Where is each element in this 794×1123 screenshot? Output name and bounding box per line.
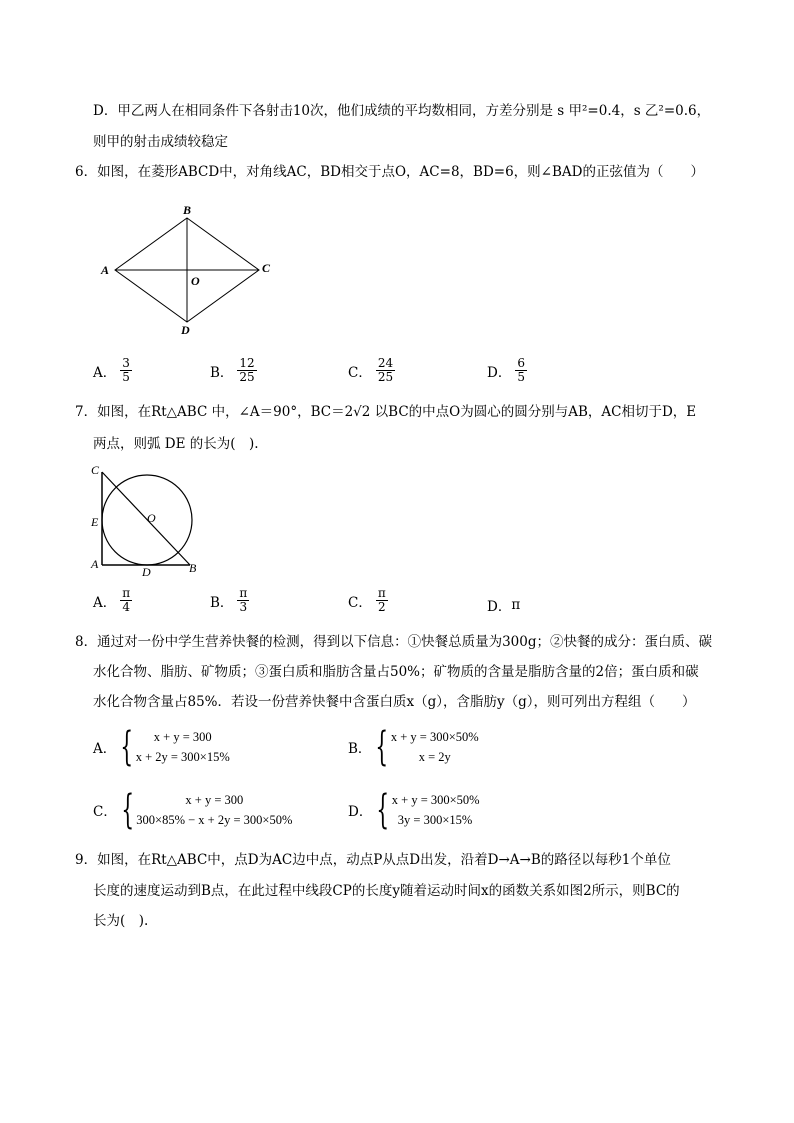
option-key: C． <box>348 594 372 611</box>
denominator: 3 <box>239 600 248 614</box>
option-value: π <box>511 597 521 613</box>
denominator: 5 <box>122 370 130 384</box>
numerator: 12 <box>239 356 255 370</box>
q7-option-a[interactable] <box>93 587 132 614</box>
label-a: A <box>101 263 110 277</box>
option-key: D． <box>487 364 512 381</box>
q6-option-d[interactable] <box>487 357 527 384</box>
q6-option-c[interactable] <box>348 357 395 384</box>
label-a: A <box>91 557 99 571</box>
equation-1: x + y = 300 <box>185 793 244 807</box>
equation-2: 3y = 300×15% <box>397 813 473 827</box>
option-key: A． <box>93 741 117 757</box>
label-e: E <box>91 515 99 529</box>
q8-option-c[interactable] <box>93 787 293 833</box>
equation-1: x + y = 300×50% <box>391 793 480 807</box>
equation-2: x = 2y <box>418 750 451 764</box>
q6-option-b[interactable] <box>210 357 257 384</box>
brace-icon: { <box>120 724 134 770</box>
numerator: π <box>122 586 131 600</box>
option-key: C． <box>93 804 117 820</box>
q6-stem: 6．如图，在菱形ABCD中，对角线AC，BD相交于点O，AC=8，BD=6，则∠BAD的正弦值为（ ） <box>75 164 704 180</box>
numerator: π <box>377 586 386 600</box>
denominator: 4 <box>122 600 131 614</box>
q9-stem-line2: 长度的速度运动到B点，在此过程中线段CP的长度y随着运动时间x的函数关系如图2所示，则BC的 <box>93 883 680 899</box>
q9-stem-line1: 9．如图，在Rt△ABC中，点D为AC边中点，动点P从点D出发，沿着D→A→B的路径以每秒1个单位 <box>75 852 671 868</box>
option-key: A． <box>93 364 117 381</box>
q5-option-d-line2: 则甲的射击成绩较稳定 <box>93 134 228 150</box>
option-key: B． <box>210 594 234 611</box>
q8-option-b[interactable] <box>348 724 479 770</box>
equation-2: x + 2y = 300×15% <box>135 750 230 764</box>
equation-2: 300×85% − x + 2y = 300×50% <box>136 813 293 827</box>
option-key: D． <box>487 599 512 615</box>
q7-stem-line2: 两点，则弧 DE 的长为( ). <box>93 436 259 452</box>
numerator: 3 <box>122 356 130 370</box>
q6-rhombus-figure <box>95 200 285 340</box>
option-key: B． <box>210 364 234 381</box>
q8-stem-line1: 8．通过对一份中学生营养快餐的检测，得到以下信息：①快餐总质量为300g；②快餐的成分：蛋白质、碳 <box>75 634 712 650</box>
label-c: C <box>262 261 271 275</box>
option-key: A． <box>93 594 117 611</box>
option-key: B． <box>348 741 372 757</box>
q7-option-b[interactable] <box>210 587 249 614</box>
option-key: D． <box>348 804 373 820</box>
option-key: C． <box>348 364 372 381</box>
q7-circle-figure <box>85 462 210 580</box>
brace-icon: { <box>121 787 134 833</box>
label-d: D <box>181 323 190 337</box>
equation-1: x + y = 300 <box>153 730 212 744</box>
q7-stem-line1: 7．如图，在Rt△ABC 中，∠A＝90°，BC＝2√2 以BC的中点O为圆心的圆分别与AB，AC相切于D，E <box>75 404 697 420</box>
brace-icon: { <box>376 787 390 833</box>
q8-option-d[interactable] <box>348 787 480 833</box>
q7-option-c[interactable] <box>348 587 388 614</box>
label-o: O <box>191 274 200 288</box>
label-o: O <box>147 511 156 525</box>
q9-stem-line3: 长为( ). <box>93 913 149 929</box>
numerator: 6 <box>517 356 525 370</box>
numerator: 24 <box>377 356 394 370</box>
equation-1: x + y = 300×50% <box>390 730 479 744</box>
label-c: C <box>91 463 100 477</box>
brace-icon: { <box>375 724 389 770</box>
numerator: π <box>239 586 248 600</box>
q7-option-d[interactable] <box>487 595 520 615</box>
denominator: 5 <box>517 370 525 384</box>
q8-stem-line2: 水化合物、脂肪、矿物质；③蛋白质和脂肪含量占50%；矿物质的含量是脂肪含量的2倍；蛋白质和碳 <box>93 664 699 680</box>
label-b: B <box>183 203 192 217</box>
q8-option-a[interactable] <box>93 724 230 770</box>
denominator: 25 <box>239 370 255 384</box>
q6-option-a[interactable] <box>93 357 132 384</box>
q8-stem-line3: 水化合物含量占85%．若设一份营养快餐中含蛋白质x（g），含脂肪y（g），则可列出方程组（ ） <box>93 694 696 710</box>
label-d: D <box>142 565 151 579</box>
denominator: 25 <box>377 370 394 384</box>
denominator: 2 <box>377 600 386 614</box>
q5-option-d-line1: D．甲乙两人在相同条件下各射击10次，他们成绩的平均数相同，方差分别是 s 甲²=0.4，s 乙²=0.6， <box>93 103 711 119</box>
label-b: B <box>189 561 197 575</box>
